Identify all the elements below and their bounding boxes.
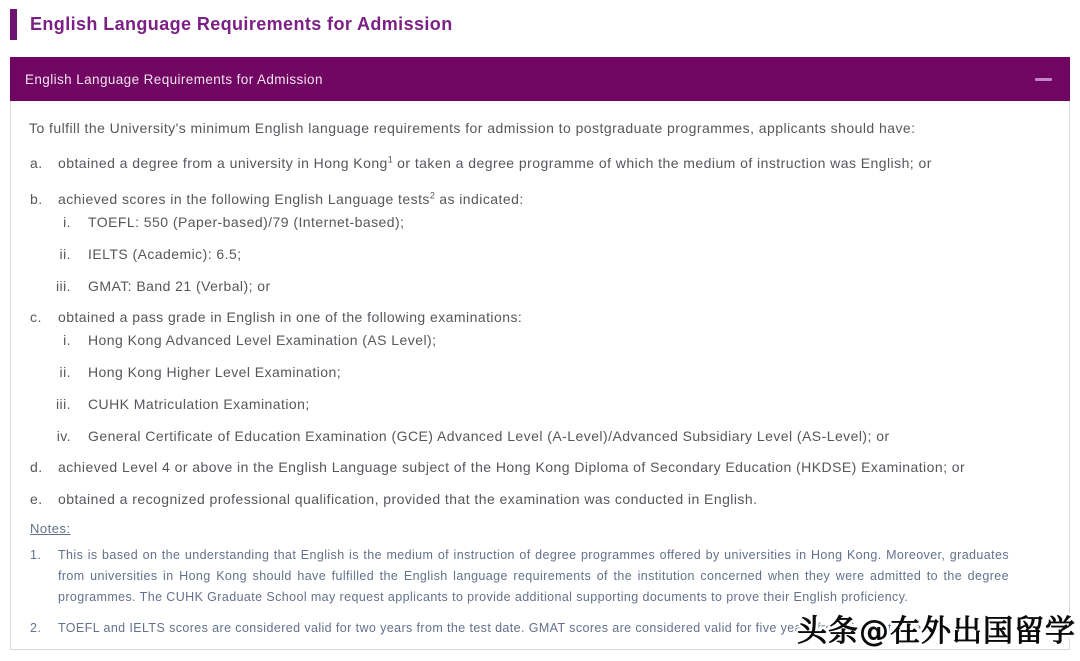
accordion-header-label: English Language Requirements for Admission: [25, 71, 323, 87]
intro-text: To fulfill the University's minimum English language requirements for admission to postgraduate programmes, applicants should have:: [29, 120, 916, 136]
title-accent-bar: [10, 9, 17, 40]
list-marker: c.: [30, 309, 42, 325]
list-item-d: [21, 459, 1055, 475]
list-marker: a.: [30, 155, 43, 171]
sub-marker: i.: [63, 332, 71, 348]
watermark: 头条@在外出国留学: [797, 614, 1076, 649]
sub-item-text: TOEFL: 550 (Paper-based)/79 (Internet-based);: [88, 214, 405, 230]
note-item-1: [21, 545, 1055, 608]
sub-item-text: Hong Kong Higher Level Examination;: [88, 364, 342, 380]
sub-marker: iv.: [56, 428, 71, 444]
list-item-text: achieved scores in the following English Language tests$^2$ as indicated:: [58, 190, 524, 207]
sub-item: [21, 278, 1055, 294]
sub-marker: iii.: [55, 278, 71, 294]
sub-item: [21, 364, 1055, 380]
sub-item-text: IELTS (Academic): 6.5;: [88, 246, 242, 262]
sub-item-text: General Certificate of Education Examination (GCE) Advanced Level (A-Level)/Advanced Subsidiary Level (AS-Level); or: [88, 428, 890, 444]
sub-item: [21, 396, 1055, 412]
page-title-row: [10, 0, 1070, 40]
sub-item-text: GMAT: Band 21 (Verbal); or: [88, 278, 271, 294]
sub-marker: ii.: [59, 364, 71, 380]
page-title: English Language Requirements for Admission: [30, 14, 453, 34]
list-marker: e.: [30, 491, 43, 507]
list-item-a: [21, 155, 1055, 171]
sub-marker: iii.: [55, 396, 71, 412]
accordion-header[interactable]: [10, 57, 1070, 101]
accordion: [10, 57, 1070, 650]
note-text: TOEFL and IELTS scores are considered valid for two years from the test date. GMAT scores are considered valid for five years from the test date.: [58, 621, 926, 635]
note-text: This is based on the understanding that English is the medium of instruction of degree programmes offered by universities in Hong Kong. Moreover, graduates from universities in Hong Kong should have fulfilled the English language requirements of the institution concerned when they were admitted to the degree programmes. The CUHK Graduate School may request applicants to provide additional supporting documents to prove their English proficiency.: [58, 548, 1009, 604]
list-item-text: achieved Level 4 or above in the English Language subject of the Hong Kong Diploma of Secondary Education (HKDSE) Examination; or: [58, 459, 966, 475]
collapse-minus-icon[interactable]: [1035, 78, 1052, 81]
list-item-text: obtained a degree from a university in Hong Kong$^1$ or taken a degree programme of which the medium of instruction was English; or: [58, 154, 932, 171]
list-marker: b.: [30, 191, 43, 207]
note-marker: 2.: [30, 621, 42, 635]
list-item-c: [21, 309, 1055, 325]
sub-item: [21, 246, 1055, 262]
sub-marker: ii.: [59, 246, 71, 262]
list-item-text: obtained a recognized professional qualification, provided that the examination was conducted in English.: [58, 491, 758, 507]
sub-item-text: Hong Kong Advanced Level Examination (AS Level);: [88, 332, 437, 348]
notes-heading: Notes:: [30, 521, 71, 536]
accordion-panel: [10, 101, 1070, 650]
list-marker: d.: [30, 459, 43, 475]
sublist-c: [21, 332, 1055, 444]
note-marker: 1.: [30, 548, 42, 562]
sub-item-text: CUHK Matriculation Examination;: [88, 396, 310, 412]
list-item-b: [21, 191, 1055, 207]
sub-item: [21, 428, 1055, 444]
footnote-ref: 2: [429, 190, 435, 201]
footnote-ref: 1: [387, 154, 393, 165]
sub-marker: i.: [63, 214, 71, 230]
sub-item: [21, 332, 1055, 348]
sublist-b: [21, 214, 1055, 294]
sub-item: [21, 214, 1055, 230]
list-item-text: obtained a pass grade in English in one of the following examinations:: [58, 309, 523, 325]
list-item-e: [21, 491, 1055, 507]
